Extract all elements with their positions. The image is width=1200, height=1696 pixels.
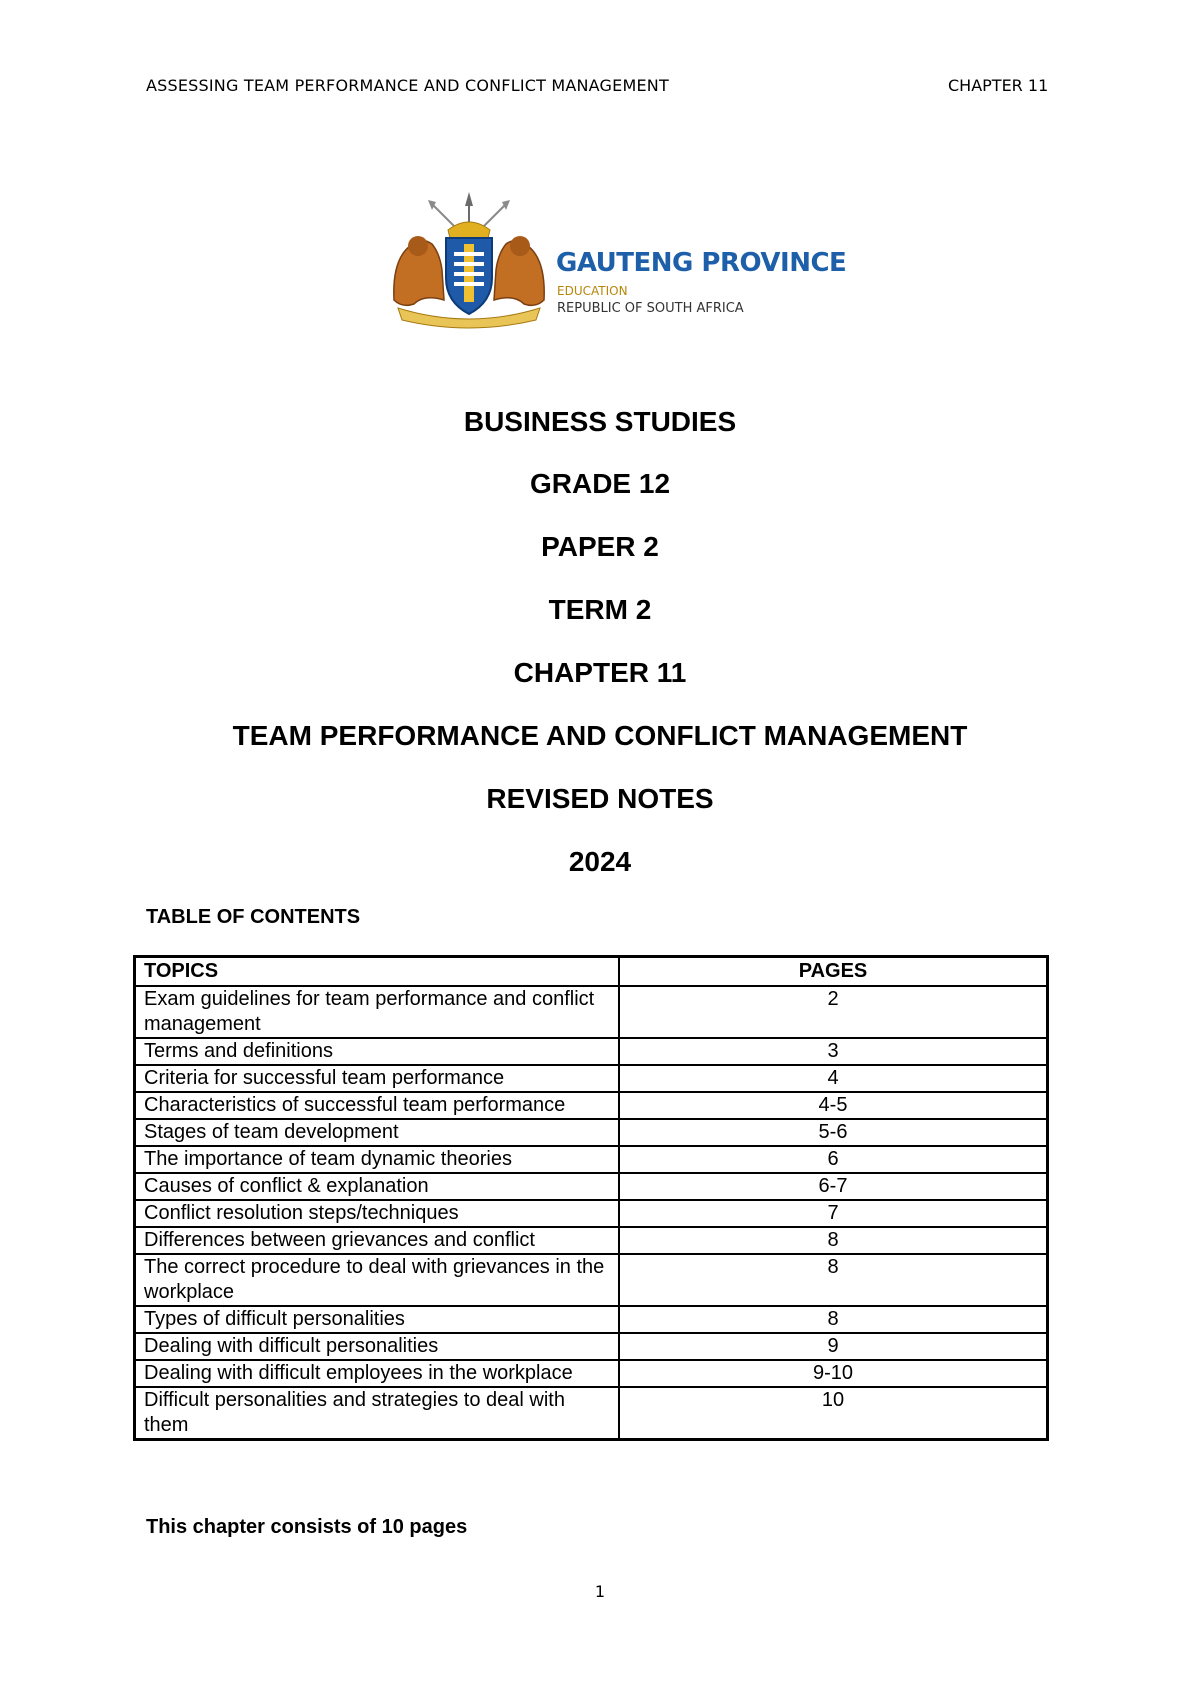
toc-pages: 8 — [619, 1227, 1048, 1254]
toc-topic: Dealing with difficult employees in the workplace — [135, 1360, 620, 1387]
table-row — [135, 986, 1048, 1038]
subject-title: BUSINESS STUDIES — [463, 406, 737, 437]
toc-topic: Types of difficult personalities — [135, 1306, 620, 1333]
toc-pages: 9-10 — [619, 1360, 1048, 1387]
term-title: TERM 2 — [548, 594, 652, 625]
logo-province-name: GAUTENG PROVINCE — [556, 248, 847, 278]
toc-pages: 6-7 — [619, 1173, 1048, 1200]
toc-topic: Conflict resolution steps/techniques — [135, 1200, 620, 1227]
paper-title: PAPER 2 — [541, 531, 659, 562]
toc-topic: Stages of team development — [135, 1119, 620, 1146]
toc-pages: 8 — [619, 1254, 1048, 1306]
toc-pages: 6 — [619, 1146, 1048, 1173]
toc-pages: 10 — [619, 1387, 1048, 1440]
table-row — [135, 1119, 1048, 1146]
toc-pages: 7 — [619, 1200, 1048, 1227]
table-row — [135, 1173, 1048, 1200]
toc-column-topics: TOPICS — [135, 957, 620, 987]
grade-title: GRADE 12 — [529, 468, 671, 499]
toc-topic: Characteristics of successful team performance — [135, 1092, 620, 1119]
toc-topic: Differences between grievances and conflict — [135, 1227, 620, 1254]
year-title: 2024 — [568, 846, 632, 877]
logo-country: REPUBLIC OF SOUTH AFRICA — [557, 301, 744, 316]
gauteng-logo — [384, 190, 847, 330]
toc-pages: 4 — [619, 1065, 1048, 1092]
toc-topic: Causes of conflict & explanation — [135, 1173, 620, 1200]
table-row — [135, 1146, 1048, 1173]
toc-pages: 2 — [619, 986, 1048, 1038]
topic-title: TEAM PERFORMANCE AND CONFLICT MANAGEMENT — [232, 720, 968, 751]
table-row — [135, 1065, 1048, 1092]
running-header-title: ASSESSING TEAM PERFORMANCE AND CONFLICT MANAGEMENT — [146, 76, 669, 95]
running-header-chapter: CHAPTER 11 — [948, 76, 1049, 95]
toc-topic: Difficult personalities and strategies to deal with them — [135, 1387, 620, 1440]
table-row — [135, 1200, 1048, 1227]
table-row — [135, 1306, 1048, 1333]
toc-pages: 9 — [619, 1333, 1048, 1360]
toc-topic: Criteria for successful team performance — [135, 1065, 620, 1092]
notes-title: REVISED NOTES — [486, 783, 714, 814]
toc-pages: 4-5 — [619, 1092, 1048, 1119]
toc-topic: Dealing with difficult personalities — [135, 1333, 620, 1360]
toc-pages: 3 — [619, 1038, 1048, 1065]
toc-pages: 5-6 — [619, 1119, 1048, 1146]
table-row — [135, 1227, 1048, 1254]
coat-of-arms-icon — [384, 190, 554, 330]
toc-header-row — [135, 957, 1048, 987]
toc-pages: 8 — [619, 1306, 1048, 1333]
logo-department: EDUCATION — [557, 284, 628, 298]
toc-topic: Exam guidelines for team performance and conflict management — [135, 986, 620, 1038]
table-row — [135, 1092, 1048, 1119]
table-row — [135, 1254, 1048, 1306]
table-row — [135, 1333, 1048, 1360]
chapter-title: CHAPTER 11 — [513, 657, 687, 688]
toc-topic: The importance of team dynamic theories — [135, 1146, 620, 1173]
table-row — [135, 1387, 1048, 1440]
toc-topic: Terms and definitions — [135, 1038, 620, 1065]
page-number: 1 — [594, 1582, 606, 1601]
toc-table — [133, 955, 1049, 1441]
table-row — [135, 1038, 1048, 1065]
toc-column-pages: PAGES — [619, 957, 1048, 987]
table-row — [135, 1360, 1048, 1387]
toc-heading: TABLE OF CONTENTS — [146, 906, 361, 928]
page-count-note: This chapter consists of 10 pages — [146, 1516, 468, 1538]
toc-topic: The correct procedure to deal with grievances in the workplace — [135, 1254, 620, 1306]
